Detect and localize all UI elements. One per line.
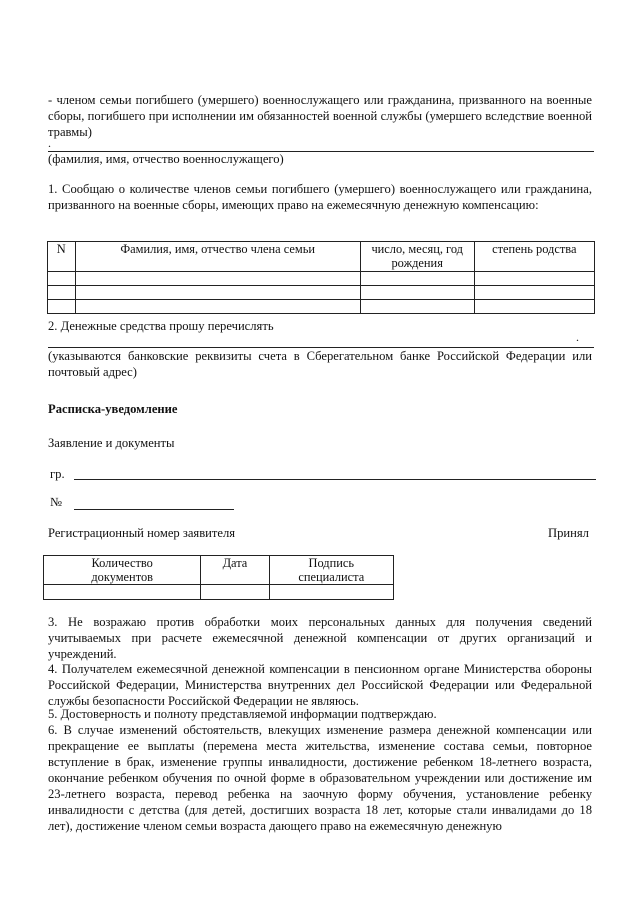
col-header-signature: Подпись специалиста xyxy=(269,556,393,585)
col-header-full-name: Фамилия, имя, отчество члена семьи xyxy=(75,242,360,272)
section-5-paragraph: 5. Достоверность и полноту представляемой информации подтверждаю. xyxy=(48,707,437,721)
col-header-birth-date: число, месяц, год рождения xyxy=(360,242,474,272)
number-label: № xyxy=(50,495,63,509)
receipt-table-header-row xyxy=(44,556,394,585)
bank-details-caption: (указываются банковские реквизиты счета в Сберегательном банке Российской Федерации или почтовый адрес) xyxy=(48,349,592,379)
family-members-table xyxy=(47,241,595,314)
table-cell[interactable] xyxy=(269,585,393,600)
table-cell[interactable] xyxy=(48,300,76,314)
section-4-paragraph: 4. Получателем ежемесячной денежной компенсации в пенсионном органе Министерства обороны Российской Федерации, Министерства внутренних дел Российской Федерации или Федеральной службы безопасности Российской Федерации не являюсь. xyxy=(48,662,592,708)
table-cell[interactable] xyxy=(474,272,594,286)
bank-field-mark: . xyxy=(576,330,579,344)
table-cell[interactable] xyxy=(75,286,360,300)
accepted-label: Принял xyxy=(548,526,589,540)
serviceman-name-caption: (фамилия, имя, отчество военнослужащего) xyxy=(48,152,284,166)
receipt-table xyxy=(43,555,394,600)
table-row xyxy=(44,585,394,600)
col-header-relation: степень родства xyxy=(474,242,594,272)
table-cell[interactable] xyxy=(201,585,269,600)
table-cell[interactable] xyxy=(360,286,474,300)
table-cell[interactable] xyxy=(474,286,594,300)
intro-paragraph: - членом семьи погибшего (умершего) военнослужащего или гражданина, призванного на военные сборы, погибшего при исполнении им обязанностей военной службы (умершего вследствие военной травмы) xyxy=(48,93,592,139)
table-cell[interactable] xyxy=(75,300,360,314)
table-cell[interactable] xyxy=(48,286,76,300)
table-cell[interactable] xyxy=(44,585,201,600)
docs-label: Заявление и документы xyxy=(48,436,175,450)
col-header-date: Дата xyxy=(201,556,269,585)
table-row xyxy=(48,272,595,286)
col-header-doc-count: Количество документов xyxy=(44,556,201,585)
citizen-name-line[interactable] xyxy=(74,479,596,480)
registration-number-label: Регистрационный номер заявителя xyxy=(48,526,236,540)
table-cell[interactable] xyxy=(48,272,76,286)
section-2-paragraph: 2. Денежные средства прошу перечислять xyxy=(48,319,274,333)
table-cell[interactable] xyxy=(474,300,594,314)
receipt-title: Расписка-уведомление xyxy=(48,402,178,416)
table-cell[interactable] xyxy=(360,272,474,286)
table-cell[interactable] xyxy=(360,300,474,314)
number-line[interactable] xyxy=(74,509,234,510)
table-header-row xyxy=(48,242,595,272)
citizen-label: гр. xyxy=(50,467,65,481)
table-row xyxy=(48,286,595,300)
name-field-mark: . xyxy=(48,136,51,150)
section-3-paragraph: 3. Не возражаю против обработки моих персональных данных для получения сведений учитываемых при расчете ежемесячной денежной компенсации от других организаций и учреждений. xyxy=(48,615,592,661)
table-row xyxy=(48,300,595,314)
section-1-paragraph: 1. Сообщаю о количестве членов семьи погибшего (умершего) военнослужащего или гражданина, призванного на военные сборы, имеющих право на ежемесячную денежную компенсацию: xyxy=(48,182,592,212)
section-6-paragraph: 6. В случае изменений обстоятельств, влекущих изменение размера денежной компенсации или прекращение ее выплаты (перемена места жительства, изменение состава семьи, повторное вступление в брак, изменение группы инвалидности, достижение ребенком 18-летнего возраста, окончание ребенком обучения по очной форме в образовательном учреждении или достижение им 23-летнего возраста, перевод ребенка на заочную форму обучения, установление ребенку инвалидности с детства (для детей, достигших возраста 18 лет, которые стали инвалидами до 18 лет), достижение членом семьи возраста дающего право на ежемесячную денежную xyxy=(48,723,592,833)
col-header-n: N xyxy=(48,242,76,272)
table-cell[interactable] xyxy=(75,272,360,286)
